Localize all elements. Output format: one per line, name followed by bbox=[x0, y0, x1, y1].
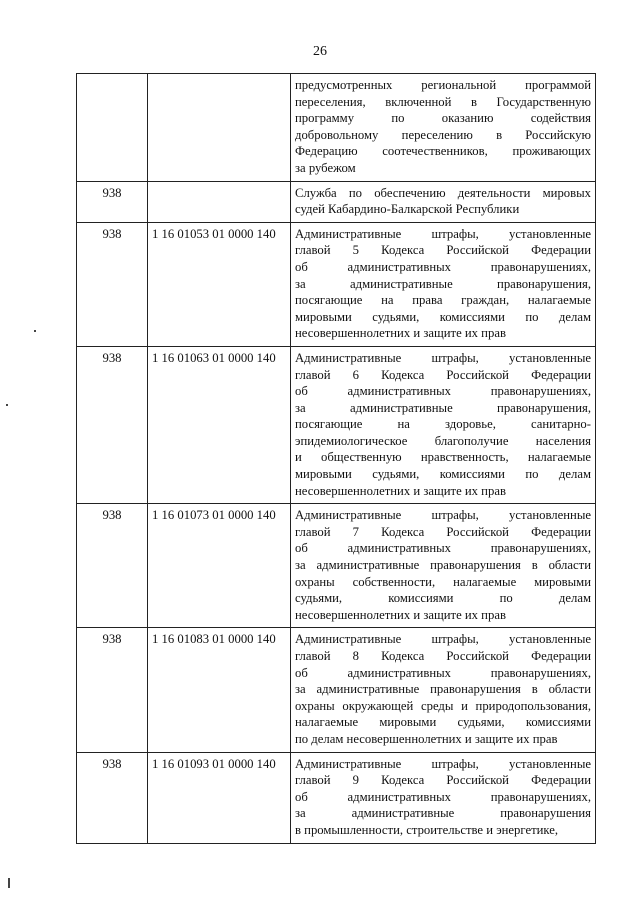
description-cell bbox=[291, 346, 596, 503]
table-row bbox=[77, 222, 596, 346]
description-line: и общественную нравственность, налагаемые bbox=[295, 450, 591, 465]
description-line: переселения, включенной в Государственную bbox=[295, 94, 591, 109]
description-line: за административные правонарушения в области bbox=[295, 558, 591, 573]
table-row bbox=[77, 346, 596, 503]
description-line: Административные штрафы, установленные bbox=[295, 350, 591, 365]
revenue-code-cell: 1 16 01083 01 0000 140 bbox=[148, 628, 291, 752]
description-line: мировыми судьями, комиссиями по делам bbox=[295, 309, 591, 324]
description-line: налагаемые мировыми судьями, комиссиями bbox=[295, 715, 591, 730]
budget-codes-table bbox=[76, 73, 596, 844]
description-line: несовершеннолетних и защите их прав bbox=[295, 326, 506, 341]
description-line: предусмотренных региональной программой bbox=[295, 78, 591, 92]
revenue-code-cell: 1 16 01063 01 0000 140 bbox=[148, 346, 291, 503]
description-line: несовершеннолетних и защите их прав bbox=[295, 607, 506, 622]
description-line: мировыми судьями, комиссиями по делам bbox=[295, 467, 591, 482]
description-cell bbox=[291, 181, 596, 222]
description-line: Федерацию соотечественников, проживающих bbox=[295, 144, 591, 159]
revenue-code-cell bbox=[148, 74, 291, 182]
description-line: об административных правонарушениях, bbox=[295, 259, 591, 274]
description-line: за административные правонарушения в области bbox=[295, 682, 591, 697]
description-line: за административные правонарушения, bbox=[295, 276, 591, 291]
admin-code-cell: 938 bbox=[77, 181, 148, 222]
description-line: Административные штрафы, установленные bbox=[295, 508, 591, 523]
description-line: об административных правонарушениях, bbox=[295, 384, 591, 399]
description-line: несовершеннолетних и защите их прав bbox=[295, 483, 506, 498]
admin-code-cell: 938 bbox=[77, 628, 148, 752]
description-line: главой 9 Кодекса Российской Федерации bbox=[295, 773, 591, 788]
scan-artifact bbox=[34, 330, 36, 332]
description-line: главой 5 Кодекса Российской Федерации bbox=[295, 243, 591, 258]
description-line: об административных правонарушениях, bbox=[295, 665, 591, 680]
description-cell bbox=[291, 222, 596, 346]
description-line: за административные правонарушения, bbox=[295, 400, 591, 415]
description-line: за административные правонарушения bbox=[295, 806, 591, 821]
scan-artifact bbox=[8, 878, 10, 888]
description-line: охраны окружающей среды и природопользования, bbox=[295, 698, 591, 713]
table-row bbox=[77, 181, 596, 222]
description-line: главой 6 Кодекса Российской Федерации bbox=[295, 367, 591, 382]
revenue-code-cell: 1 16 01093 01 0000 140 bbox=[148, 752, 291, 843]
description-cell bbox=[291, 74, 596, 182]
table-body bbox=[77, 74, 596, 844]
description-cell bbox=[291, 752, 596, 843]
description-line: посягающие на здоровье, санитарно- bbox=[295, 417, 591, 432]
admin-code-cell: 938 bbox=[77, 752, 148, 843]
admin-code-cell: 938 bbox=[77, 222, 148, 346]
admin-code-cell: 938 bbox=[77, 346, 148, 503]
revenue-code-cell: 1 16 01053 01 0000 140 bbox=[148, 222, 291, 346]
description-line: Административные штрафы, установленные bbox=[295, 226, 591, 241]
description-line: в промышленности, строительстве и энергетике, bbox=[295, 822, 559, 837]
revenue-code-cell bbox=[148, 181, 291, 222]
description-cell bbox=[291, 504, 596, 628]
scan-artifact bbox=[6, 404, 8, 406]
description-line: Служба по обеспечению деятельности мировых bbox=[295, 185, 591, 200]
table-row bbox=[77, 74, 596, 182]
description-line: охраны собственности, налагаемые мировыми bbox=[295, 574, 591, 589]
description-line: судей Кабардино-Балкарской Республики bbox=[295, 202, 520, 217]
description-line: главой 7 Кодекса Российской Федерации bbox=[295, 524, 591, 539]
admin-code-cell: 938 bbox=[77, 504, 148, 628]
description-line: об административных правонарушениях, bbox=[295, 541, 591, 556]
description-line: по делам несовершеннолетних и защите их прав bbox=[295, 731, 558, 746]
table-row bbox=[77, 628, 596, 752]
page-number: 26 bbox=[313, 44, 327, 59]
revenue-code-cell: 1 16 01073 01 0000 140 bbox=[148, 504, 291, 628]
table-row bbox=[77, 752, 596, 843]
description-line: Административные штрафы, установленные bbox=[295, 632, 591, 647]
description-line: об административных правонарушениях, bbox=[295, 789, 591, 804]
description-line: посягающие на права граждан, налагаемые bbox=[295, 293, 591, 308]
description-line: за рубежом bbox=[295, 160, 356, 175]
description-line: эпидемиологическое благополучие населения bbox=[295, 433, 591, 448]
table-row bbox=[77, 504, 596, 628]
description-line: Административные штрафы, установленные bbox=[295, 756, 591, 771]
admin-code-cell bbox=[77, 74, 148, 182]
description-line: судьями, комиссиями по делам bbox=[295, 591, 591, 606]
description-line: программу по оказанию содействия bbox=[295, 111, 591, 126]
description-cell bbox=[291, 628, 596, 752]
description-line: добровольному переселению в Российскую bbox=[295, 127, 591, 142]
description-line: главой 8 Кодекса Российской Федерации bbox=[295, 649, 591, 663]
